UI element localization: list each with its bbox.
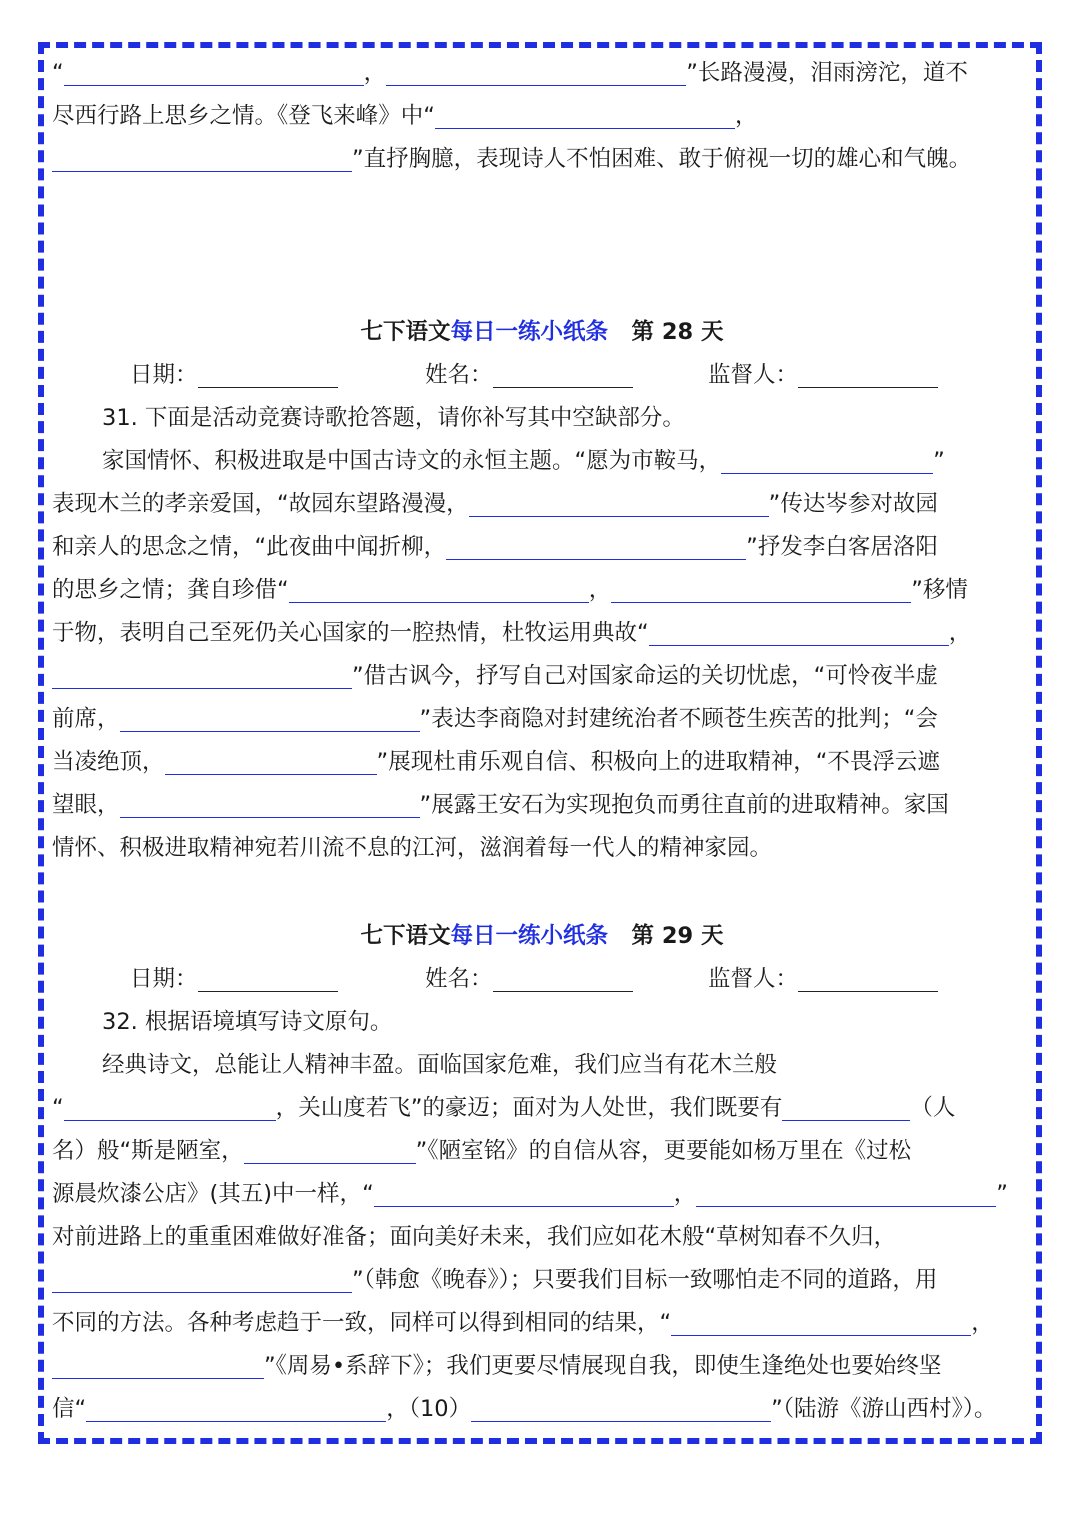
blank[interactable] <box>469 490 769 517</box>
blank[interactable] <box>52 662 352 689</box>
day28-para-line: 情怀、积极进取精神宛若川流不息的江河，滋润着每一代人的精神家园。 <box>52 835 773 861</box>
supervisor-blank[interactable] <box>798 361 938 388</box>
day29-para-line: 名）般“斯是陋室， ”《陋室铭》的自信从容，更要能如杨万里在《过松 <box>52 1138 912 1164</box>
day29-meta <box>52 958 1032 1001</box>
blank[interactable] <box>120 705 420 732</box>
day29-para-line: 经典诗文，总能让人精神丰盈。面临国家危难，我们应当有花木兰般 <box>102 1052 778 1078</box>
blank[interactable] <box>649 619 949 646</box>
supervisor-label: 监督人： <box>708 362 799 388</box>
blank[interactable] <box>374 1180 674 1207</box>
day29-para-line: 对前进路上的重重困难做好准备；面向美好未来，我们应如花木般“草树知春不久归， <box>52 1224 897 1250</box>
date-label: 日期： <box>130 362 198 388</box>
date-blank[interactable] <box>198 361 338 388</box>
blank[interactable] <box>386 59 686 86</box>
day29-para-line: “ ，关山度若飞”的豪迈；面对为人处世，我们既要有 （人 <box>52 1095 956 1121</box>
day28-para-line: 家国情怀、积极进取是中国古诗文的永恒主题。“愿为市鞍马， ” <box>102 448 945 474</box>
top-line-3: ”直抒胸臆，表现诗人不怕困难、敢于俯视一切的雄心和气魄。 <box>52 138 1032 181</box>
day28-para-line: 于物，表明自己至死仍关心国家的一腔热情，杜牧运用典故“ ， <box>52 620 972 646</box>
blank[interactable] <box>435 102 735 129</box>
day28-para-line: 望眼， ”展露王安石为实现抱负而勇往直前的进取精神。家国 <box>52 792 949 818</box>
top-line-2: 尽西行路上思乡之情。《登飞来峰》中“ ， <box>52 103 758 129</box>
blank[interactable] <box>782 1094 910 1121</box>
blank[interactable] <box>52 145 352 172</box>
day28-para-line: 的思乡之情；龚自珍借“ ， ”移情 <box>52 577 968 603</box>
date-label: 日期： <box>130 966 198 992</box>
day29-para-line: ”《周易•系辞下》；我们更要尽情展现自我，即使生逢绝处也要始终坚 <box>52 1345 1032 1388</box>
day29-para-line: ”（韩愈《晚春》）；只要我们目标一致哪怕走不同的道路，用 <box>52 1259 1032 1302</box>
date-blank[interactable] <box>198 965 338 992</box>
blank[interactable] <box>471 1395 771 1422</box>
day28-title: 七下语文每日一练小纸条 第 28 天 <box>360 319 724 345</box>
blank[interactable] <box>64 1094 276 1121</box>
name-blank[interactable] <box>493 361 633 388</box>
name-blank[interactable] <box>493 965 633 992</box>
blank[interactable] <box>52 1352 264 1379</box>
blank[interactable] <box>244 1137 416 1164</box>
day28-meta <box>52 354 1032 397</box>
top-line-1: “ ， ”长路漫漫，泪雨滂沱，道不 <box>52 60 968 86</box>
blank[interactable] <box>446 533 746 560</box>
blank[interactable] <box>289 576 589 603</box>
day28-para-line: 表现木兰的孝亲爱国，“故园东望路漫漫， ”传达岑参对故园 <box>52 491 938 517</box>
blank[interactable] <box>611 576 911 603</box>
day29-title: 七下语文每日一练小纸条 第 29 天 <box>360 923 724 949</box>
blank[interactable] <box>696 1180 996 1207</box>
day29-para-line: 信“ ，（10） ”（陆游《游山西村》）。 <box>52 1396 997 1422</box>
blank[interactable] <box>64 59 364 86</box>
day29-para-line: 不同的方法。各种考虑趋于一致，同样可以得到相同的结果，“ ， <box>52 1310 994 1336</box>
day28-para-line: ”借古讽今，抒写自己对国家命运的关切忧虑，“可怜夜半虚 <box>52 655 1032 698</box>
blank[interactable] <box>86 1395 386 1422</box>
day28-question: 31. 下面是活动竞赛诗歌抢答题，请你补写其中空缺部分。 <box>102 405 685 431</box>
day29-question: 32. 根据语境填写诗文原句。 <box>102 1009 393 1035</box>
name-label: 姓名： <box>425 966 493 992</box>
supervisor-label: 监督人： <box>708 966 799 992</box>
day28-para-line: 和亲人的思念之情，“此夜曲中闻折柳， ”抒发李白客居洛阳 <box>52 534 938 560</box>
blank[interactable] <box>721 447 933 474</box>
name-label: 姓名： <box>425 362 493 388</box>
day28-para-line: 当凌绝顶， ”展现杜甫乐观自信、积极向上的进取精神，“不畏浮云遮 <box>52 749 940 775</box>
blank[interactable] <box>165 748 377 775</box>
supervisor-blank[interactable] <box>798 965 938 992</box>
blank[interactable] <box>52 1266 352 1293</box>
blank[interactable] <box>671 1309 971 1336</box>
day29-para-line: 源晨炊漆公店》(其五)中一样，“ ， ” <box>52 1181 1008 1207</box>
blank[interactable] <box>120 791 420 818</box>
day28-para-line: 前席， ”表达李商隐对封建统治者不顾苍生疾苦的批判；“会 <box>52 706 938 732</box>
